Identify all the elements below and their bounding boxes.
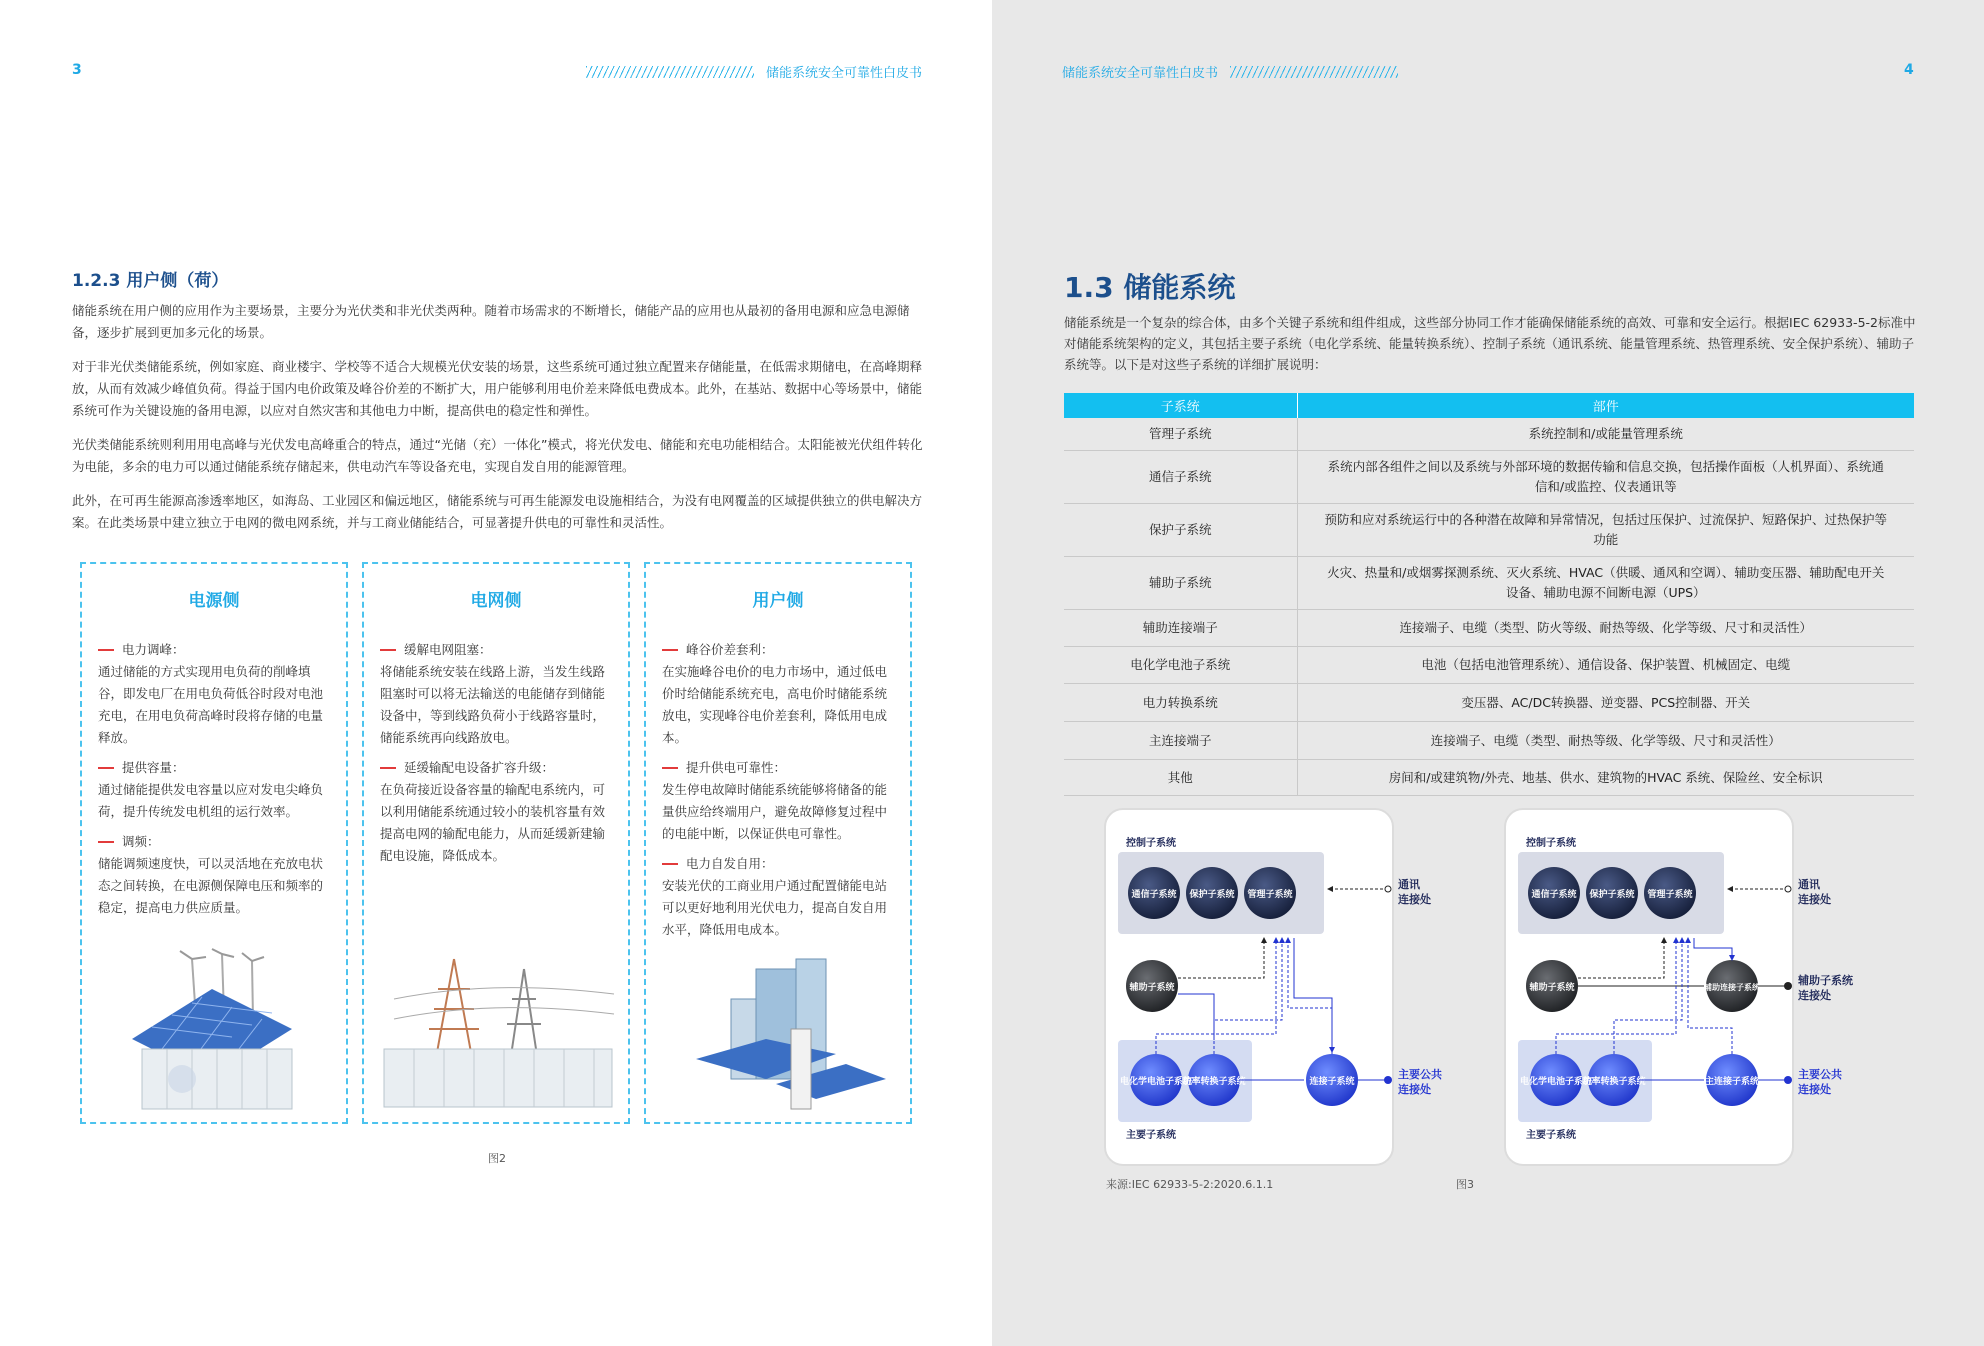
comm-connection-label: 连接处 xyxy=(1398,893,1431,906)
item-title xyxy=(662,853,894,875)
item-title-text: 延缓输配电设备扩容升级： xyxy=(404,760,555,775)
power-conversion-node: 功率转换子系统 xyxy=(1182,1077,1246,1087)
connection-subsystem-node: 连接子系统 xyxy=(1309,1077,1355,1087)
table-row xyxy=(1064,418,1914,451)
table-cell: 预防和应对系统运行中的各种潜在故障和异常情况，包括过压保护、过流保护、短路保护、过热保护等功能 xyxy=(1297,504,1914,557)
commercial-building-illustration xyxy=(656,949,904,1114)
card-title: 用户侧 xyxy=(752,591,804,611)
dash-icon xyxy=(98,841,114,843)
card-body xyxy=(364,639,628,867)
item-title-text: 电力调峰： xyxy=(122,642,185,657)
card-body xyxy=(82,639,346,919)
protect-subsystem-node: 保护子系统 xyxy=(1589,890,1635,900)
main-connection-node: 主连接子系统 xyxy=(1704,1077,1760,1087)
table-row xyxy=(1064,760,1914,796)
aux-connection-label: 辅助子系统 xyxy=(1798,974,1853,987)
table-cell: 电力转换系统 xyxy=(1064,684,1297,722)
table-cell: 火灾、热量和/或烟雾探测系统、灭火系统、HVAC（供暖、通风和空调）、辅助变压器、辅助配电开关设备、辅助电源不间断电源（UPS） xyxy=(1297,557,1914,610)
aux-connection-node: 辅助连接子系统 xyxy=(1704,983,1760,992)
dash-icon xyxy=(98,649,114,651)
dash-icon xyxy=(662,649,678,651)
item-text: 在负荷接近设备容量的输配电系统内，可以利用储能系统通过较小的装机容量有效提高电网的输配电能力，从而延缓新建输配电设施，降低成本。 xyxy=(380,782,606,863)
running-header xyxy=(586,62,922,81)
item-text: 储能调频速度快，可以灵活地在充放电状态之间转换，在电源侧保障电压和频率的稳定，提高电力供应质量。 xyxy=(98,856,324,915)
comm-subsystem-node: 通信子系统 xyxy=(1531,890,1577,900)
figure-source: 来源:IEC 62933-5-2:2020.6.1.1 xyxy=(1106,1178,1274,1191)
table-header: 部件 xyxy=(1297,393,1914,418)
dash-icon xyxy=(380,767,396,769)
main-connection-label: 主要公共 xyxy=(1398,1068,1442,1081)
table-row xyxy=(1064,451,1914,504)
paragraph: 储能系统在用户侧的应用作为主要场景，主要分为光伏类和非光伏类两种。随着市场需求的不断增长，储能产品的应用也从最初的备用电源和应急电源储备，逐步扩展到更加多元化的场景。 xyxy=(72,303,910,340)
control-subsystem-label: 控制子系统 xyxy=(1526,838,1576,849)
item-title xyxy=(662,757,894,779)
table-cell: 变压器、AC/DC转换器、逆变器、PCS控制器、开关 xyxy=(1297,684,1914,722)
manage-subsystem-node: 管理子系统 xyxy=(1247,890,1293,900)
dash-icon xyxy=(662,767,678,769)
comm-connection-label: 通讯 xyxy=(1398,878,1420,891)
electrochemical-subsystem-node: 电化学电池子系统 xyxy=(1119,1077,1193,1087)
card-body xyxy=(646,639,910,941)
figure-caption: 图3 xyxy=(1456,1178,1474,1191)
paragraph: 对于非光伏类储能系统，例如家庭、商业楼宇、学校等不适合大规模光伏安装的场景，这些系统可通过独立配置来存储能量，在低需求期储电，在高峰期释放，从而有效减少峰值负荷。得益于国内电价政策及峰谷价差的不断扩大，用户能够利用电价差来降低电费成本。此外，在基站、数据中心等场景中，储能系统可作为关键设施的备用电源，以应对自然灾害和其他电力中断，提高供电的稳定性和弹性。 xyxy=(72,359,923,418)
table-cell: 辅助连接端子 xyxy=(1064,610,1297,647)
main-subsystem-label: 主要子系统 xyxy=(1526,1130,1576,1141)
electrochemical-subsystem-node: 电化学电池子系统 xyxy=(1519,1077,1593,1087)
power-conversion-node: 功率转换子系统 xyxy=(1582,1077,1646,1087)
running-header xyxy=(1062,62,1398,81)
table-row xyxy=(1064,722,1914,760)
item-text: 将储能系统安装在线路上游，当发生线路阻塞时可以将无法输送的电能储存到储能设备中，等到线路负荷小于线路容量时，储能系统再向线路放电。 xyxy=(380,664,606,745)
item-title xyxy=(98,757,330,779)
power-grid-illustration xyxy=(374,949,622,1114)
table-cell: 系统控制和/或能量管理系统 xyxy=(1297,418,1914,451)
item-title xyxy=(662,639,894,661)
table-header: 子系统 xyxy=(1064,393,1297,418)
item-text: 通过储能的方式实现用电负荷的削峰填谷，即发电厂在用电负荷低谷时段对电池充电，在用电负荷高峰时段将存储的电量释放。 xyxy=(98,664,324,745)
section-title: 1.2.3 用户侧（荷） xyxy=(72,271,229,291)
table-cell: 其他 xyxy=(1064,760,1297,796)
item-title-text: 提升供电可靠性： xyxy=(686,760,787,775)
table-cell: 连接端子、电缆（类型、防火等级、耐热等级、化学等级、尺寸和灵活性） xyxy=(1297,610,1914,647)
aux-subsystem-node: 辅助子系统 xyxy=(1529,983,1575,993)
main-connection-label: 连接处 xyxy=(1398,1083,1431,1096)
header-title: 储能系统安全可靠性白皮书 xyxy=(1062,66,1219,81)
item-title-text: 提供容量： xyxy=(122,760,185,775)
card-title: 电源侧 xyxy=(188,591,240,611)
protect-subsystem-node: 保护子系统 xyxy=(1189,890,1235,900)
control-subsystem-label: 控制子系统 xyxy=(1126,838,1176,849)
table-cell: 系统内部各组件之间以及系统与外部环境的数据传输和信息交换，包括操作面板（人机界面）、系统通信和/或监控、仪表通讯等 xyxy=(1297,451,1914,504)
dash-icon xyxy=(662,863,678,865)
paragraph: 此外，在可再生能源高渗透率地区，如海岛、工业园区和偏远地区，储能系统与可再生能源发电设施相结合，为没有电网覆盖的区域提供独立的供电解决方案。在此类场景中建立独立于电网的微电网系统，并与工商业储能结合，可显著提升供电的可靠性和灵活性。 xyxy=(72,493,923,530)
dash-icon xyxy=(98,767,114,769)
table-cell: 电池（包括电池管理系统）、通信设备、保护装置、机械固定、电缆 xyxy=(1297,647,1914,684)
architecture-diagram-b xyxy=(1504,808,1853,1170)
item-title-text: 峰谷价差套利： xyxy=(686,642,774,657)
table-row xyxy=(1064,647,1914,684)
main-connection-label: 连接处 xyxy=(1798,1083,1831,1096)
manage-subsystem-node: 管理子系统 xyxy=(1647,890,1693,900)
card-title: 电网侧 xyxy=(470,591,522,611)
table-cell: 保护子系统 xyxy=(1064,504,1297,557)
card-user-side xyxy=(644,562,912,1124)
item-text: 在实施峰谷电价的电力市场中，通过低电价时给储能系统充电，高电价时储能系统放电，实现峰谷电价差套利，降低用电成本。 xyxy=(662,664,888,745)
table-row xyxy=(1064,684,1914,722)
page-number: 3 xyxy=(72,62,82,78)
item-title xyxy=(380,757,612,779)
table-cell: 电化学电池子系统 xyxy=(1064,647,1297,684)
paragraph: 光伏类储能系统则利用用电高峰与光伏发电高峰重合的特点，通过“光储（充）一体化”模式，将光伏发电、储能和充电功能相结合。太阳能被光伏组件转化为电能，多余的电力可以通过储能系统存储起来，供电动汽车等设备充电，实现自发自用的能源管理。 xyxy=(72,437,923,474)
card-power-side xyxy=(80,562,348,1124)
table-cell: 房间和/或建筑物/外壳、地基、供水、建筑物的HVAC 系统、保险丝、安全标识 xyxy=(1297,760,1914,796)
table-cell: 通信子系统 xyxy=(1064,451,1297,504)
section-title: 1.3 储能系统 xyxy=(1064,271,1236,304)
item-title xyxy=(98,639,330,661)
table-cell: 主连接端子 xyxy=(1064,722,1297,760)
item-title-text: 调频： xyxy=(122,834,160,849)
item-title xyxy=(380,639,612,661)
comm-connection-label: 连接处 xyxy=(1798,893,1831,906)
figure-caption: 图2 xyxy=(488,1152,506,1165)
intro-paragraph: 储能系统是一个复杂的综合体，由多个关键子系统和组件组成，这些部分协同工作才能确保储能系统的高效、可靠和安全运行。根据IEC 62933-5-2标准中对储能系统架构的定义，其包括主要子系统（电化学系统、能量转换系统）、控制子系统（通讯系统、能量管理系统、热管理系统、安全保护系统）、辅助子系统等。以下是对这些子系统的详细扩展说明： xyxy=(1064,315,1916,372)
table-row xyxy=(1064,610,1914,647)
table-cell: 管理子系统 xyxy=(1064,418,1297,451)
item-title-text: 电力自发自用： xyxy=(686,856,774,871)
item-title-text: 缓解电网阻塞： xyxy=(404,642,492,657)
table-cell: 连接端子、电缆（类型、耐热等级、化学等级、尺寸和灵活性） xyxy=(1297,722,1914,760)
header-stripes xyxy=(586,66,754,78)
table-header-row xyxy=(1064,393,1914,418)
item-title xyxy=(98,831,330,853)
header-title: 储能系统安全可靠性白皮书 xyxy=(766,66,923,81)
main-subsystem-label: 主要子系统 xyxy=(1126,1130,1176,1141)
dash-icon xyxy=(380,649,396,651)
table-row xyxy=(1064,557,1914,610)
item-text: 安装光伏的工商业用户通过配置储能电站可以更好地利用光伏电力，提高自发自用水平，降低用电成本。 xyxy=(662,878,888,937)
architecture-diagram-a xyxy=(1104,808,1442,1170)
main-connection-label: 主要公共 xyxy=(1798,1068,1842,1081)
item-text: 发生停电故障时储能系统能够将储备的能量供应给终端用户，避免故障修复过程中的电能中断，以保证供电可靠性。 xyxy=(662,782,888,841)
aux-connection-label: 连接处 xyxy=(1798,989,1831,1002)
header-stripes xyxy=(1230,66,1398,78)
comm-connection-label: 通讯 xyxy=(1798,878,1820,891)
aux-subsystem-node: 辅助子系统 xyxy=(1129,983,1175,993)
table-cell: 辅助子系统 xyxy=(1064,557,1297,610)
comm-subsystem-node: 通信子系统 xyxy=(1131,890,1177,900)
page-number: 4 xyxy=(1904,62,1914,78)
solar-storage-illustration xyxy=(92,949,340,1114)
card-grid-side xyxy=(362,562,630,1124)
table-row xyxy=(1064,504,1914,557)
item-text: 通过储能提供发电容量以应对发电尖峰负荷，提升传统发电机组的运行效率。 xyxy=(98,782,324,819)
subsystem-table xyxy=(1064,393,1914,796)
